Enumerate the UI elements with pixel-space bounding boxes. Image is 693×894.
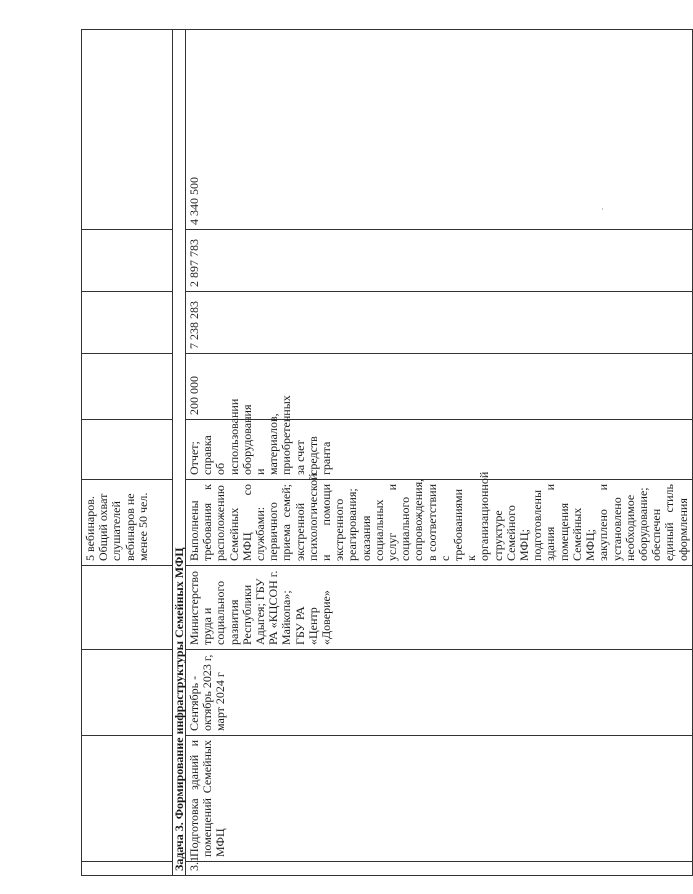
- cell-prev-executors: [82, 566, 173, 650]
- row-value-2: 7 238 283: [186, 292, 693, 354]
- table-row-previous: [82, 30, 173, 876]
- cell-prev-result: 5 вебинаров. Общий охват слушателей вебинаров не менее 50 чел.: [82, 480, 173, 566]
- row-value-4: 4 340 500: [186, 30, 693, 230]
- scan-speck: [602, 208, 603, 210]
- row-result: Выполнены требования к расположению Семейных МФЦ со службами: первичного приема семей; экстренной психологической и помощи экстренного реагирования; оказания социальных услуг и социального сопровождения, в соответствии с требованиями к организационной структуре Семейного МФЦ; подготовлены здания и помещения Семейных МФЦ; закуплено и установлено необходимое оборудование; обеспечен единый стиль оформления: [186, 480, 693, 566]
- cell-prev-name: [82, 736, 173, 862]
- cell-prev-report: [82, 420, 173, 480]
- row-value-3: 2 897 783: [186, 230, 693, 292]
- cell-prev-term: [82, 650, 173, 736]
- row-executors: Министерство труда и социального развития Республики Адыгея; ГБУ РА «КЦСОН г. Майкопа»; ГБУ РА «Центр «Доверие»: [186, 566, 693, 650]
- table-row: [186, 30, 693, 876]
- cell-prev-value-1: [82, 354, 173, 420]
- plan-table: [81, 29, 693, 876]
- row-name: Подготовка зданий и помещений Семейных МФЦ: [186, 736, 693, 862]
- row-term: Сентябрь - октябрь 2023 г, март 2024 г: [186, 650, 693, 736]
- cell-prev-value-2: [82, 292, 173, 354]
- section-header-row: [173, 30, 186, 876]
- cell-prev-value-3: [82, 230, 173, 292]
- row-number: 3.1: [186, 862, 693, 876]
- cell-prev-value-4: [82, 30, 173, 230]
- rotated-table-page: [81, 30, 690, 876]
- row-report: Отчет; справка об использовании оборудования и материалов, приобретенных за счет средств гранта: [186, 420, 693, 480]
- cell-prev-number: [82, 862, 173, 876]
- row-value-1: 200 000: [186, 354, 693, 420]
- section-title: Задача 3. Формирование инфраструктуры Семейных МФЦ: [173, 30, 186, 876]
